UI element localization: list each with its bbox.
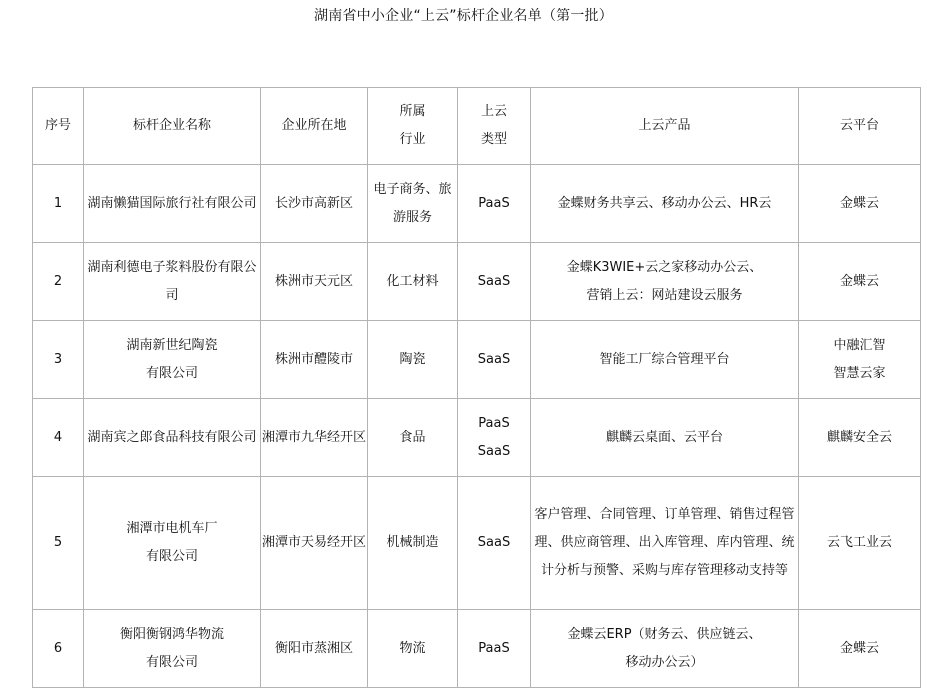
cell-seq: 6 <box>33 610 84 688</box>
cell-cloud-type: SaaS <box>458 243 531 321</box>
cell-industry: 电子商务、旅游服务 <box>368 165 458 243</box>
cell-cloud-product: 智能工厂综合管理平台 <box>531 321 799 399</box>
table-row <box>33 399 921 477</box>
header-cloud-type: 上云 类型 <box>458 88 531 165</box>
cell-cloud-type: SaaS <box>458 321 531 399</box>
header-cloud-platform: 云平台 <box>799 88 921 165</box>
cell-cloud-type: SaaS <box>458 477 531 610</box>
table-header-row <box>33 88 921 165</box>
cell-cloud-type: PaaS SaaS <box>458 399 531 477</box>
cell-company-name: 湖南懒猫国际旅行社有限公司 <box>84 165 261 243</box>
cell-company-name: 湖南宾之郎食品科技有限公司 <box>84 399 261 477</box>
cell-location: 株洲市醴陵市 <box>261 321 368 399</box>
table-row <box>33 165 921 243</box>
cell-location: 湘潭市九华经开区 <box>261 399 368 477</box>
cell-industry: 化工材料 <box>368 243 458 321</box>
cell-cloud-product: 金蝶财务共享云、移动办公云、HR云 <box>531 165 799 243</box>
cell-cloud-platform: 金蝶云 <box>799 243 921 321</box>
page-title: 湖南省中小企业“上云”标杆企业名单（第一批） <box>314 8 613 24</box>
cell-industry: 食品 <box>368 399 458 477</box>
cell-cloud-product: 客户管理、合同管理、订单管理、销售过程管理、供应商管理、出入库管理、库内管理、统计分析与预警、采购与库存管理移动支持等 <box>531 477 799 610</box>
cell-location: 湘潭市天易经开区 <box>261 477 368 610</box>
header-industry: 所属 行业 <box>368 88 458 165</box>
cell-location: 长沙市高新区 <box>261 165 368 243</box>
table-row <box>33 477 921 610</box>
cell-cloud-product: 麒麟云桌面、云平台 <box>531 399 799 477</box>
cell-cloud-product: 金蝶K3WIE+云之家移动办公云、 营销上云：网站建设云服务 <box>531 243 799 321</box>
cell-seq: 4 <box>33 399 84 477</box>
cell-company-name: 衡阳衡钢鸿华物流 有限公司 <box>84 610 261 688</box>
table-row <box>33 610 921 688</box>
cell-cloud-platform: 金蝶云 <box>799 165 921 243</box>
cell-seq: 2 <box>33 243 84 321</box>
cell-cloud-platform: 中融汇智 智慧云家 <box>799 321 921 399</box>
cell-cloud-platform: 云飞工业云 <box>799 477 921 610</box>
header-location: 企业所在地 <box>261 88 368 165</box>
cell-company-name: 湘潭市电机车厂 有限公司 <box>84 477 261 610</box>
table-row <box>33 243 921 321</box>
cell-location: 株洲市天元区 <box>261 243 368 321</box>
benchmark-company-table <box>32 87 921 688</box>
cell-cloud-type: PaaS <box>458 610 531 688</box>
header-company-name: 标杆企业名称 <box>84 88 261 165</box>
cell-cloud-product: 金蝶云ERP（财务云、供应链云、 移动办公云） <box>531 610 799 688</box>
cell-company-name: 湖南利德电子浆料股份有限公司 <box>84 243 261 321</box>
header-cloud-product: 上云产品 <box>531 88 799 165</box>
cell-seq: 1 <box>33 165 84 243</box>
cell-company-name: 湖南新世纪陶瓷 有限公司 <box>84 321 261 399</box>
cell-seq: 5 <box>33 477 84 610</box>
cell-industry: 机械制造 <box>368 477 458 610</box>
table-row <box>33 321 921 399</box>
cell-cloud-platform: 金蝶云 <box>799 610 921 688</box>
cell-cloud-type: PaaS <box>458 165 531 243</box>
cell-cloud-platform: 麒麟安全云 <box>799 399 921 477</box>
cell-location: 衡阳市蒸湘区 <box>261 610 368 688</box>
cell-industry: 物流 <box>368 610 458 688</box>
header-seq: 序号 <box>33 88 84 165</box>
cell-seq: 3 <box>33 321 84 399</box>
cell-industry: 陶瓷 <box>368 321 458 399</box>
